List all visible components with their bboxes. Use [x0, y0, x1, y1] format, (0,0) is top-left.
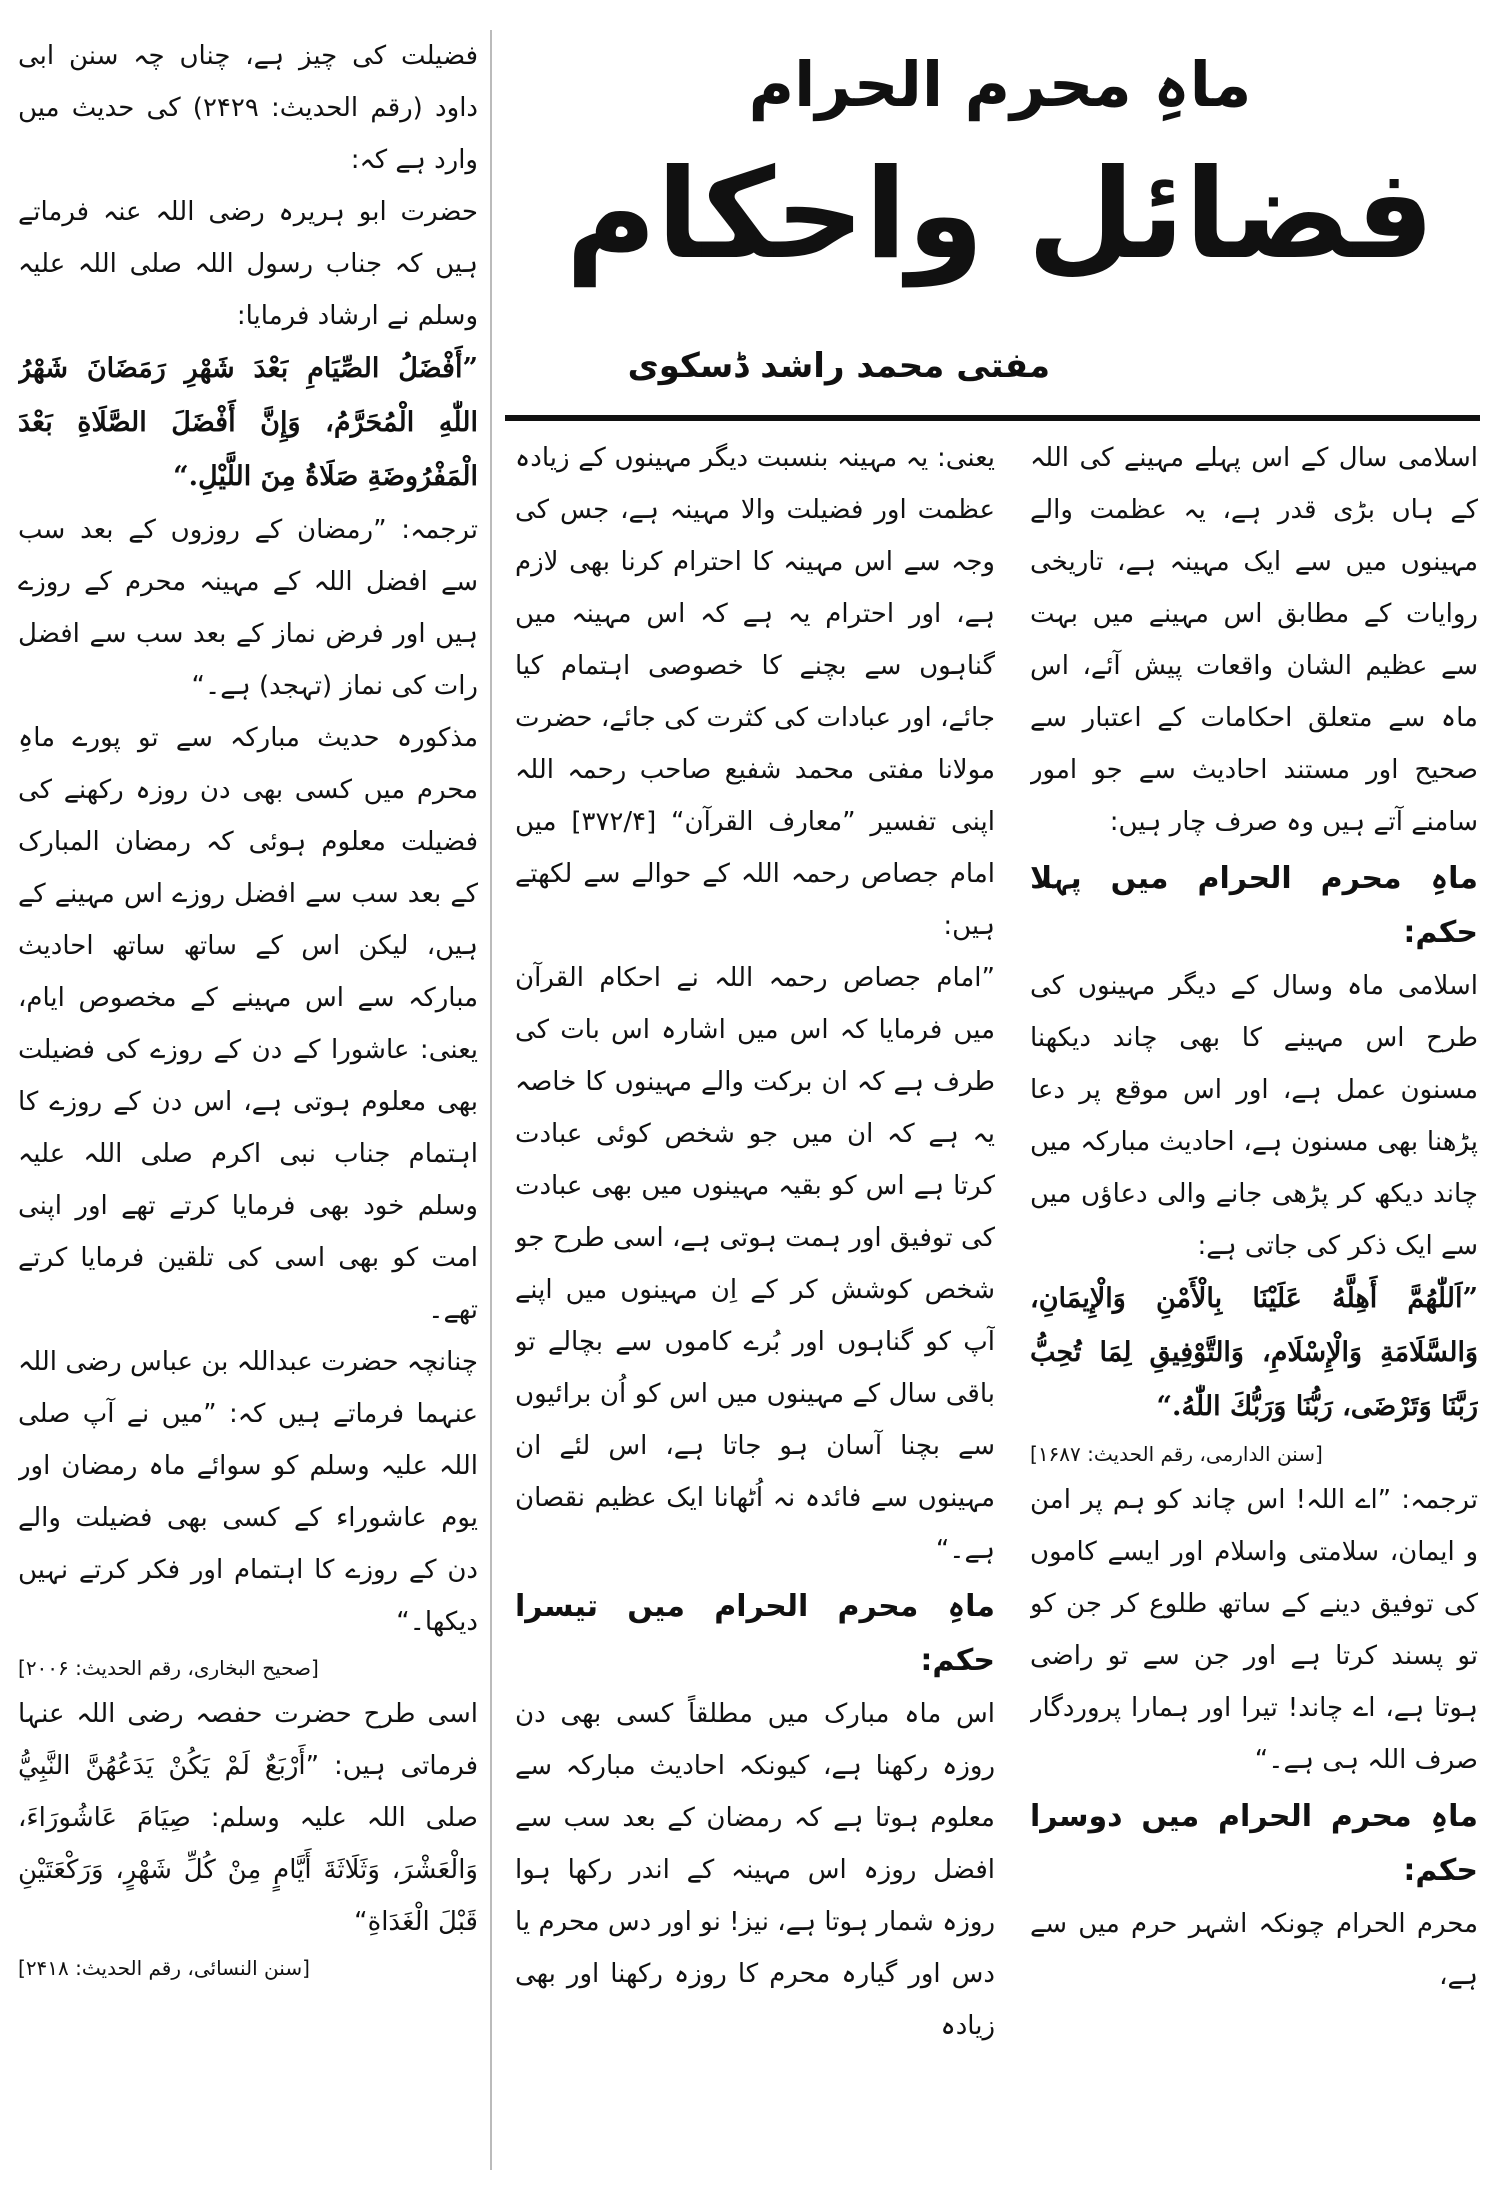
body-paragraph: محرم الحرام چونکہ اشہر حرم میں سے ہے،: [1030, 1909, 1478, 1991]
hadith-reference: [صحیح البخاری، رقم الحدیث: ۲۰۰۶]: [18, 1656, 319, 1680]
body-paragraph: اس ماہ مبارک میں مطلقاً کسی بھی دن روزہ رکھنا ہے، کیونکہ احادیث مبارکہ سے معلوم ہوتا ہے کہ رمضان کے بعد سب سے افضل روزہ اس مہینہ کے اندر رکھا ہوا روزہ شمار ہوتا ہے، نیز! نو اور دس محرم یا دس اور گیارہ محرم کا روزہ رکھنا اور بھی زیادہ: [515, 1699, 995, 2041]
body-paragraph: یعنی: یہ مہینہ بنسبت دیگر مہینوں کے زیادہ عظمت اور فضیلت والا مہینہ ہے، جس کی وجہ سے اس مہینہ کا احترام کرنا بھی لازم ہے، اور احترام یہ ہے کہ اس مہینہ میں گناہوں سے بچنے کا خصوصی اہتمام کیا جائے، اور عبادات کی کثرت کی جائے، حضرت مولانا مفتی محمد شفیع صاحب رحمہ اللہ اپنی تفسیر ”معارف القرآن“ [۳۷۲/۴] میں امام جصاص رحمہ اللہ کے حوالے سے لکھتے ہیں:: [515, 443, 995, 941]
body-paragraph: فضیلت کی چیز ہے، چناں چہ سنن ابی داود (رقم الحدیث: ۲۴۲۹) کی حدیث میں وارد ہے کہ:: [18, 41, 478, 175]
body-paragraph: اسی طرح حضرت حفصہ رضی اللہ عنہا فرماتی ہیں: ”أَرْبَعٌ لَمْ يَكُنْ يَدَعُهُنَّ النَّبِيُّ صلی اللہ علیہ وسلم: صِيَامَ عَاشُورَاءَ، وَالْعَشْرَ، وَثَلَاثَةَ أَيَّامٍ مِنْ كُلِّ شَهْرٍ، وَرَكْعَتَيْنِ قَبْلَ الْغَدَاةِ“: [18, 1699, 478, 1937]
body-paragraph: مذکورہ حدیث مبارکہ سے تو پورے ماہِ محرم میں کسی بھی دن روزہ رکھنے کی فضیلت معلوم ہوئی کہ رمضان المبارک کے بعد سب سے افضل روزے اس مہینے کے ہیں، لیکن اس کے ساتھ ساتھ احادیث مبارکہ سے اس مہینے کے مخصوص ایام، یعنی: عاشورا کے دن کے روزے کی فضیلت بھی معلوم ہوتی ہے، اس دن کے روزے کا اہتمام جناب نبی اکرم صلی اللہ علیہ وسلم خود بھی فرمایا کرتے تھے اور اپنی امت کو بھی اسی کی تلقین فرمایا کرتے تھے۔: [18, 723, 478, 1325]
title-block: [505, 40, 1495, 370]
section-heading: ماہِ محرم الحرام میں پہلا حکم:: [1030, 861, 1478, 950]
header-rule: [505, 415, 1480, 421]
arabic-quote: ”أَفْضَلُ الصِّيَامِ بَعْدَ شَهْرِ رَمَضَانَ شَهْرُ اللّٰهِ الْمُحَرَّمُ، وَإِنَّ أَفْضَلَ الصَّلَاةِ بَعْدَ الْمَفْرُوضَةِ صَلَاةُ مِنَ اللَّيْلِ.“: [18, 353, 478, 492]
author-byline: مفتی محمد راشد ڈسکوی: [627, 346, 1050, 386]
column-divider: [490, 30, 492, 2170]
section-heading: ماہِ محرم الحرام میں دوسرا حکم:: [1030, 1799, 1478, 1888]
arabic-quote: ”اَللّٰهُمَّ أَهِلَّهُ عَلَيْنَا بِالْأَمْنِ وَالْإِيمَانِ، وَالسَّلَامَةِ وَالْإِسْلَامِ، وَالتَّوْفِيقِ لِمَا تُحِبُّ رَبَّنَا وَتَرْضَى، رَبُّنَا وَرَبُّكَ اللّٰهُ.“: [1030, 1283, 1478, 1422]
hadith-reference: [سنن الدارمی، رقم الحدیث: ۱۶۸۷]: [1030, 1442, 1323, 1466]
column-middle: [515, 432, 995, 2172]
column-left: [18, 30, 478, 2170]
article-title: فضائل واحکام: [565, 143, 1435, 287]
column-right: [1030, 432, 1478, 2172]
body-paragraph: اسلامی ماہ وسال کے دیگر مہینوں کی طرح اس مہینے کا بھی چاند دیکھنا مسنون عمل ہے، اور اس موقع پر دعا پڑھنا بھی مسنون ہے، احادیث مبارکہ میں چاند دیکھ کر پڑھی جانے والی دعاؤں میں سے ایک ذکر کی جاتی ہے:: [1030, 971, 1478, 1261]
body-paragraph: حضرت ابو ہریرہ رضی اللہ عنہ فرماتے ہیں کہ جناب رسول اللہ صلی اللہ علیہ وسلم نے ارشاد فرمایا:: [18, 197, 478, 331]
section-heading: ماہِ محرم الحرام میں تیسرا حکم:: [515, 1589, 995, 1678]
body-paragraph: اسلامی سال کے اس پہلے مہینے کی اللہ کے ہاں بڑی قدر ہے، یہ عظمت والے مہینوں میں سے ایک مہینہ ہے، تاریخی روایات کے مطابق اس مہینے میں بہت سے عظیم الشان واقعات پیش آئے، اس ماہ سے متعلق احکامات کے اعتبار سے صحیح اور مستند احادیث سے جو امور سامنے آتے ہیں وہ صرف چار ہیں:: [1030, 443, 1478, 837]
body-paragraph: ترجمہ: ”اے اللہ! اس چاند کو ہم پر امن و ایمان، سلامتی واسلام اور ایسے کاموں کی توفیق دینے کے ساتھ طلوع کر جن کو تو پسند کرتا ہے اور جن سے تو راضی ہوتا ہے، اے چاند! تیرا اور ہمارا پروردگار صرف اللہ ہی ہے۔“: [1030, 1485, 1478, 1775]
hadith-reference: [سنن النسائی، رقم الحدیث: ۲۴۱۸]: [18, 1956, 310, 1980]
body-paragraph: چنانچہ حضرت عبداللہ بن عباس رضی اللہ عنہما فرماتے ہیں کہ: ”میں نے آپ صلی اللہ علیہ وسلم کو سوائے ماہ رمضان اور یوم عاشوراء کے کسی بھی فضیلت والے دن کے روزے کا اہتمام اور فکر کرتے نہیں دیکھا۔“: [18, 1347, 478, 1637]
article-subtitle: ماہِ محرم الحرام: [748, 48, 1252, 121]
body-paragraph: ترجمہ: ”رمضان کے روزوں کے بعد سب سے افضل اللہ کے مہینہ محرم کے روزے ہیں اور فرض نماز کے بعد سب سے افضل رات کی نماز (تہجد) ہے۔“: [18, 515, 478, 701]
body-paragraph: ”امام جصاص رحمہ اللہ نے احکام القرآن میں فرمایا کہ اس میں اشارہ اس بات کی طرف ہے کہ ان برکت والے مہینوں کا خاصہ یہ ہے کہ ان میں جو شخص کوئی عبادت کرتا ہے اس کو بقیہ مہینوں میں بھی عبادت کی توفیق اور ہمت ہوتی ہے، اسی طرح جو شخص کوشش کر کے اِن مہینوں میں اپنے آپ کو گناہوں اور بُرے کاموں سے بچالے تو باقی سال کے مہینوں میں اس کو اُن برائیوں سے بچنا آسان ہو جاتا ہے، اس لئے ان مہینوں سے فائدہ نہ اُٹھانا ایک عظیم نقصان ہے۔“: [515, 963, 995, 1565]
